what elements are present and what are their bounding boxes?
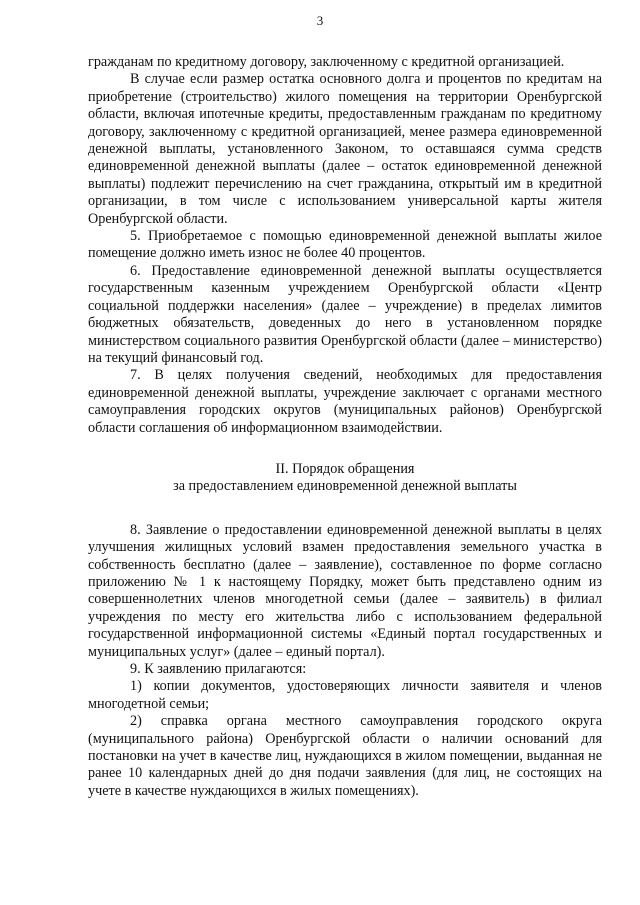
paragraph-item-5: 5. Приобретаемое с помощью единовременной денежной выплаты жилое помещение должно иметь износ не более 40 процентов.: [88, 228, 602, 262]
section-heading-line-1: II. Порядок обращения: [275, 460, 415, 477]
page-number: 3: [316, 13, 324, 28]
paragraph-item-9: 9. К заявлению прилагаются:: [130, 661, 307, 677]
document-body: [88, 54, 602, 800]
paragraph-continuation: гражданам по кредитному договору, заключенному с кредитной организацией.: [88, 54, 565, 70]
paragraph-item-8: 8. Заявление о предоставлении единовременной денежной выплаты в целях улучшения жилищных условий взамен предоставления земельного участка в собственность бесплатно (далее – заявление), составленное по форме согласно приложению № 1 к настоящему Порядку, может быть представлено одним из совершеннолетних членов многодетной семьи (далее – заявитель) в филиал учреждения по месту его жительства либо с использованием федеральной государственной информационной системы «Единый портал государственных и муниципальных услуг» (далее – единый портал).: [88, 521, 602, 660]
paragraph-item-6: 6. Предоставление единовременной денежной выплаты осуществляется государственным казенным учреждением Оренбургской области «Центр социальной поддержки населения» (далее – учреждение) в пределах лимитов бюджетных обязательств, доведенных до него в установленном порядке министерством социального развития Оренбургской области (далее – министерство) на текущий финансовый год.: [88, 262, 602, 366]
paragraph-subitem-1: 1) копии документов, удостоверяющих личности заявителя и членов многодетной семьи;: [88, 678, 602, 712]
section-heading-line-2: за предоставлением единовременной денежной выплаты: [173, 478, 517, 495]
paragraph-item-7: 7. В целях получения сведений, необходимых для предоставления единовременной денежной выплаты, учреждение заключает с органами местного самоуправления городских округов (муниципальных районов) Оренбургской области соглашения об информационном взаимодействии.: [88, 367, 602, 436]
section-heading: [88, 461, 602, 496]
paragraph-subitem-2: 2) справка органа местного самоуправления городского округа (муниципального района) Оренбургской области о наличии оснований для постановки на учет в качестве лиц, нуждающихся в жилом помещении, выданная не ранее 10 календарных дней до дня подачи заявления (для лиц, не состоящих на учете в качестве нуждающихся в жилых помещениях).: [88, 713, 602, 799]
paragraph-remaining-balance: В случае если размер остатка основного долга и процентов по кредитам на приобретение (строительство) жилого помещения на территории Оренбургской области, включая ипотечные кредиты, предоставленным гражданам по кредитному договору, заключенному с кредитной организацией, менее размера единовременной денежной выплаты, установленного Законом, то оставшаяся сумма средств единовременной денежной выплаты (далее – остаток единовременной денежной выплаты) подлежит перечислению на счет гражданина, открытый им в кредитной организации, в том числе с использованием универсальной карты жителя Оренбургской области.: [88, 71, 602, 227]
